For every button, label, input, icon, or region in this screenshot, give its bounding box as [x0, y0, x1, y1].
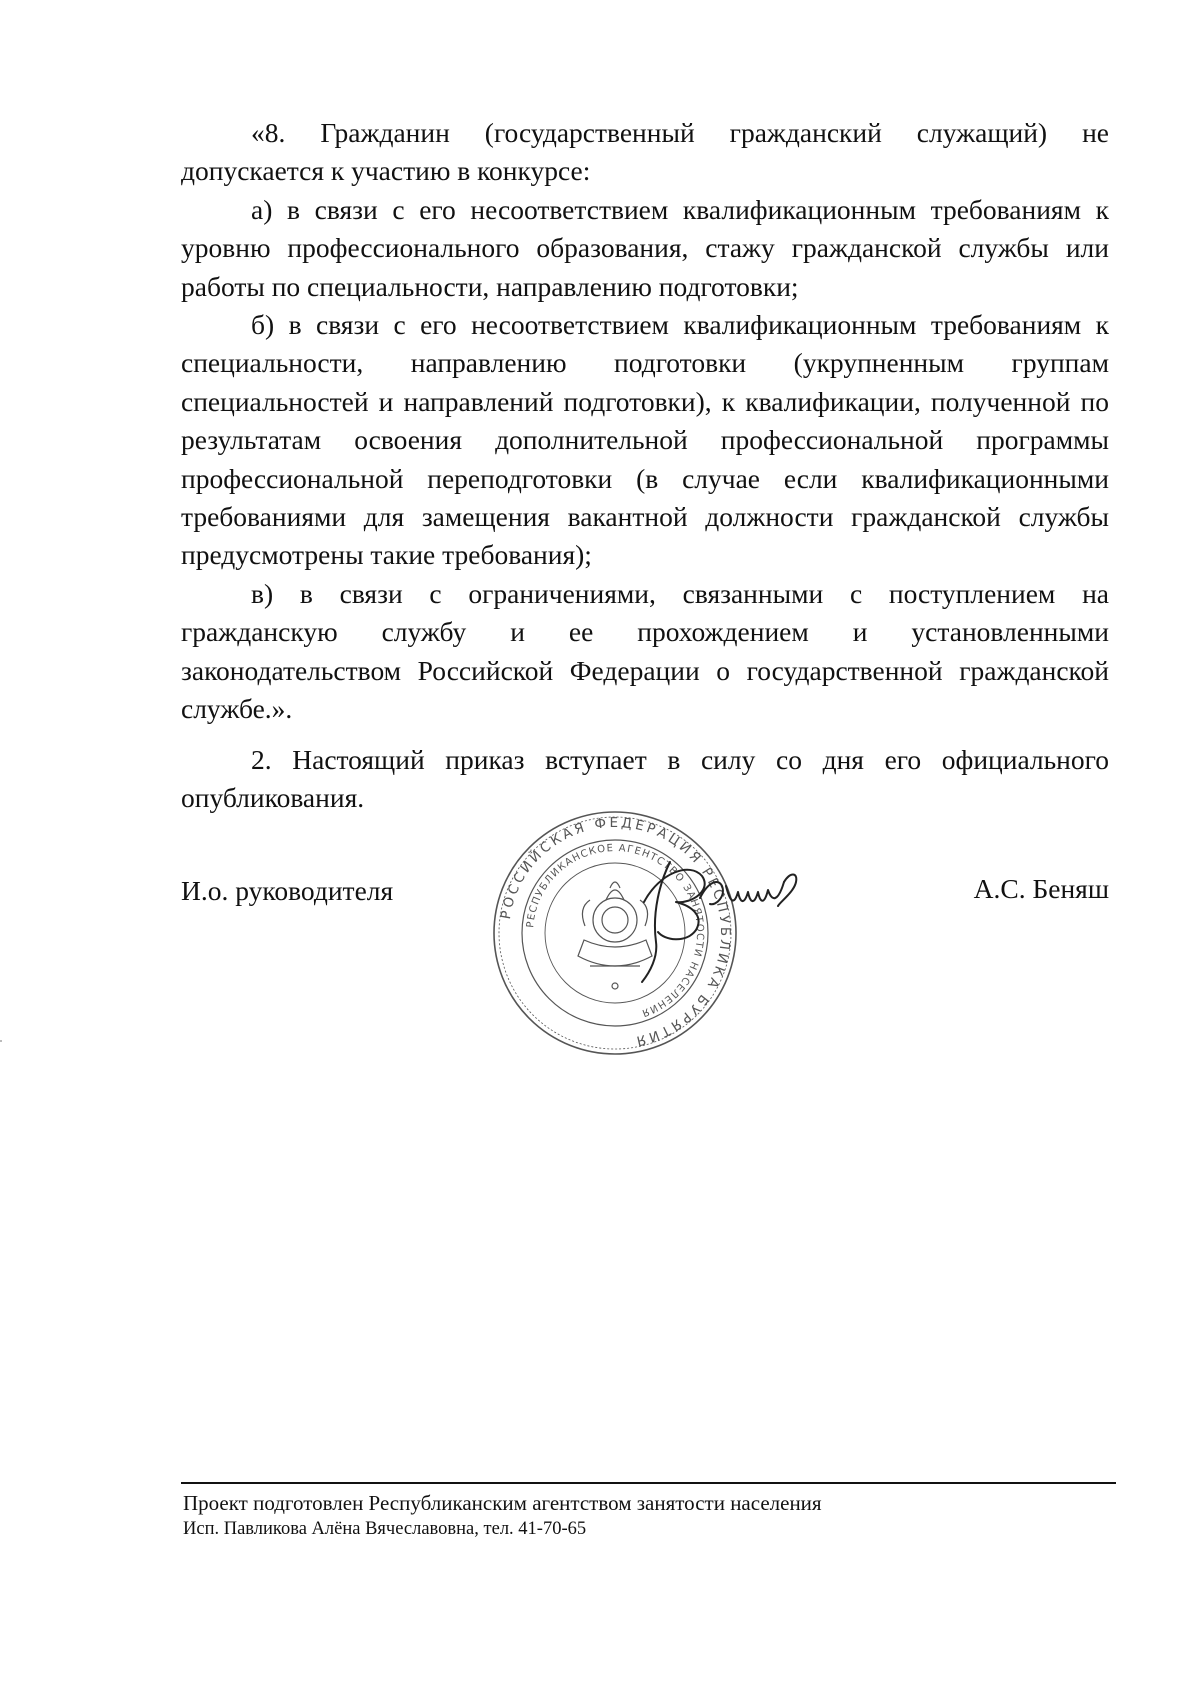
footer-executor: Исп. Павликова Алёна Вячеславовна, тел. 41-70-65	[183, 1519, 587, 1539]
paragraph-subitem-b: б) в связи с его несоответствием квалификационным требованиям к специальности, направлению подготовки (укрупненным группам специальностей и направлений подготовки), к квалификации, полученной по результатам освоения дополнительной профессиональной программы профессиональной переподготовки (в случае если квалификационными требованиями для замещения вакантной должности гражданской службы предусмотрены такие требования);	[181, 309, 1109, 571]
document-body	[181, 114, 1109, 817]
seal-inner-text: РЕСПУБЛИКАНСКОЕ АГЕНТСТВО ЗАНЯТОСТИ НАСЕЛЕНИЯ	[525, 842, 706, 1019]
footer-prepared-by: Проект подготовлен Республиканским агентством занятости населения	[183, 1491, 822, 1515]
scan-artifact	[0, 1040, 2, 1042]
signatory-name: А.С. Беняш	[973, 873, 1109, 904]
paragraph-subitem-v: в) в связи с ограничениями, связанными с поступлением на гражданскую службу и ее прохождением и установленными законодательством Российской Федерации о государственной гражданской службе.».	[181, 577, 1109, 725]
signatory-position: И.о. руководителя	[181, 875, 394, 906]
paragraph-subitem-a: а) в связи с его несоответствием квалификационным требованиям к уровню профессионального образования, стажу гражданской службы или работы по специальности, направлению подготовки;	[181, 193, 1109, 302]
footer-divider	[181, 1482, 1116, 1484]
seal-outer-text: РОССИЙСКАЯ ФЕДЕРАЦИЯ РЕСПУБЛИКА БУРЯТИЯ	[497, 814, 734, 1050]
paragraph-effective-date: 2. Настоящий приказ вступает в силу со дня его официального опубликования.	[181, 743, 1109, 813]
handwritten-signature	[630, 842, 820, 992]
paragraph-item-8: «8. Гражданин (государственный гражданский служащий) не допускается к участию в конкурсе:	[181, 117, 1109, 187]
